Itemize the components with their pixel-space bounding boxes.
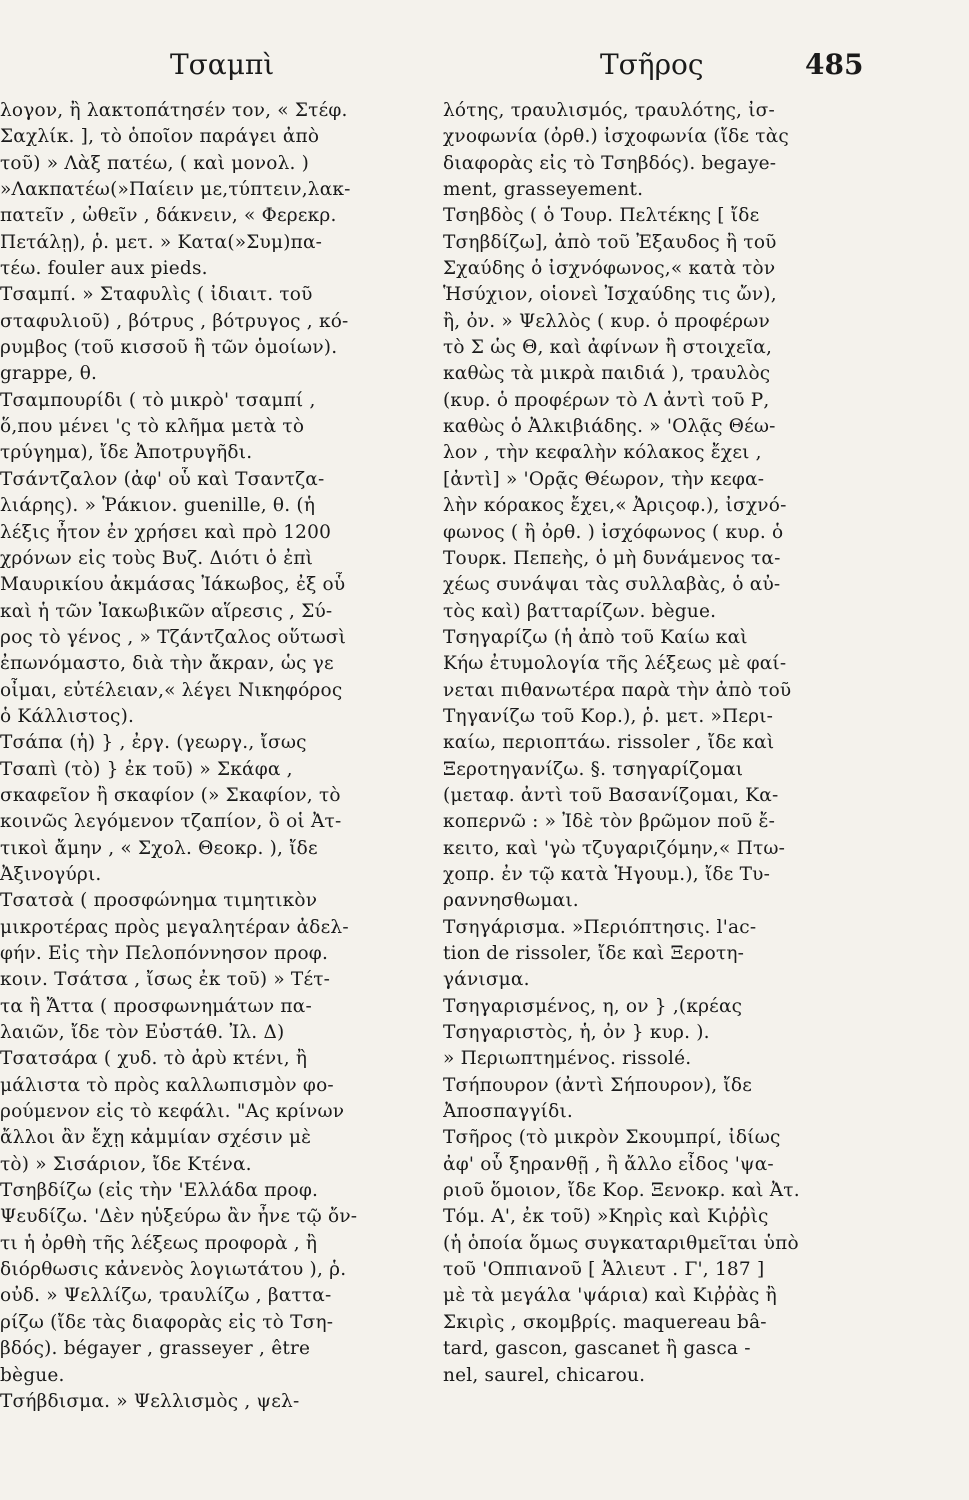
text-line: bègue. — [0, 1364, 65, 1386]
page-header — [0, 48, 969, 96]
text-line: Τσαμπουρίδι ( τὸ μικρὸ' τσαμπί , — [0, 389, 316, 411]
text-line: Ξεροτηγανίζω. §. τσηγαρίζομαι — [443, 758, 744, 780]
text-line: ρούμενον εἰς τὸ κεφάλι. "Ας κρίνων — [0, 1101, 345, 1123]
text-line: (μεταφ. ἀντὶ τοῦ Βασανίζομαι, Κα- — [443, 784, 779, 806]
right-running-headword: Τσῆρος — [600, 48, 704, 81]
text-line: χέως συνάψαι τὰς συλλαβὰς, ὁ αὐ- — [443, 574, 781, 596]
text-line: grappe, θ. — [0, 363, 98, 385]
text-line: καθὼς ὁ Ἀλκιβιάδης. » 'Ολᾷς Θέω- — [443, 416, 776, 438]
text-line: ρυμβος (τοῦ κισσοῦ ἢ τῶν ὁμοίων). — [0, 337, 338, 359]
text-line: Τηγανίζω τοῦ Κορ.), ῥ. μετ. »Περι- — [443, 705, 774, 727]
text-line: καθὼς τὰ μικρὰ παιδιά ), τραυλὸς — [443, 363, 771, 385]
text-line: γάνισμα. — [443, 969, 530, 991]
text-line: ἄλλοι ἂν ἔχῃ κἀμμίαν σχέσιν μὲ — [0, 1127, 312, 1149]
text-line: χνοφωνία (ὀρθ.) ἰσχοφωνία (ἴδε τὰς — [443, 126, 789, 148]
text-line: Ἡσύχιον, οἱονεὶ Ἰσχαύδης τις ὤν), — [443, 284, 777, 306]
text-line: ment, grasseyement. — [443, 179, 644, 201]
text-line: λὴν κόρακος ἔχει,« Ἀριςοφ.), ἰσχνό- — [443, 495, 787, 517]
text-line: Τσατσάρα ( χυδ. τὸ ἀρὺ κτένι, ἢ — [0, 1048, 308, 1070]
text-line: Τσηγαρίζω (ἡ ἀπὸ τοῦ Καίω καὶ — [443, 626, 748, 648]
text-line: διαφορὰς εἰς τὸ Τσηβδός). begaye- — [443, 152, 777, 174]
text-line: τέω. fouler aux pieds. — [0, 258, 208, 280]
text-line: ρος τὸ γένος , » Τζάντζαλος οὕτωσὶ — [0, 626, 347, 648]
text-line: Σαχλίκ. ], τὸ ὁποῖον παράγει ἀπὸ — [0, 126, 320, 148]
text-line: Ψευδίζω. 'Δὲν ηὑξεύρω ἂν ἦνε τῷ ὄν- — [0, 1206, 358, 1228]
text-line: Πετάλῃ), ῥ. μετ. » Κατα(»Συμ)πα- — [0, 231, 323, 253]
text-line: τὸ) » Σισάριον, ἴδε Κτένα. — [0, 1153, 252, 1175]
text-line: » Περιωπτημένος. rissolé. — [443, 1048, 692, 1070]
text-line: χοπρ. ἐν τῷ κατὰ Ἡγουμ.), ἴδε Τυ- — [443, 863, 771, 885]
text-line: νεται πιθανωτέρα παρὰ τὴν ἀπὸ τοῦ — [443, 679, 792, 701]
text-line: τι ἡ ὀρθὴ τῆς λέξεως προφορὰ , ἢ — [0, 1232, 318, 1254]
text-line: σταφυλιοῦ) , βότρυς , βότρυγος , κό- — [0, 310, 349, 332]
text-line: λέξις ἦτον ἐν χρήσει καὶ πρὸ 1200 — [0, 521, 332, 543]
text-line: ἢ, ὀν. » Ψελλὸς ( κυρ. ὁ προφέρων — [443, 310, 770, 332]
text-line: Τσάπα (ἡ) } , ἐργ. (γεωργ., ἴσως — [0, 732, 307, 754]
text-line: βδός). bégayer , grasseyer , être — [0, 1338, 311, 1360]
text-line: (ἡ ὁποία ὅμως συγκαταριθμεῖται ὑπὸ — [443, 1232, 799, 1254]
text-line: καὶ ἡ τῶν Ἰακωβικῶν αἵρεσις , Σύ- — [0, 600, 333, 622]
text-line: Κήω ἐτυμολογία τῆς λέξεως μὲ φαί- — [443, 653, 787, 675]
text-line: ραννησθωμαι. — [443, 890, 579, 912]
left-column — [0, 98, 385, 1415]
text-line: φήν. Εἰς τὴν Πελοπόννησον προφ. — [0, 943, 329, 964]
text-line: μάλιστα τὸ πρὸς καλλωπισμὸν φο- — [0, 1074, 334, 1096]
text-line: κοινῶς λεγόμενον τζαπίον, ὃ οἱ Ἀτ- — [0, 811, 342, 833]
text-line: Σκιρὶς , σκομβρίς. maquereau bâ- — [443, 1311, 767, 1333]
text-line: μικροτέρας πρὸς μεγαλητέραν ἀδελ- — [0, 916, 349, 938]
text-line: Τσηβδίζω], ἀπὸ τοῦ Ἐξαυδος ἢ τοῦ — [443, 231, 777, 253]
text-line: Τσάντζαλον (ἀφ' οὗ καὶ Τσαντζα- — [0, 468, 325, 490]
text-line: λαιῶν, ἴδε τὸν Εὐστάθ. Ἰλ. Δ) — [0, 1022, 285, 1044]
text-line: Τσατσὰ ( προσφώνημα τιμητικὸν — [0, 890, 318, 912]
text-line: (κυρ. ὁ προφέρων τὸ Λ ἀντὶ τοῦ Ρ, — [443, 389, 770, 411]
text-line: τὸς καὶ) βατταρίζων. bègue. — [443, 600, 717, 622]
text-line: χρόνων εἰς τοὺς Βυζ. Διότι ὁ ἐπὶ — [0, 547, 314, 569]
text-line: Τουρκ. Πεπεὴς, ὁ μὴ δυνάμενος τα- — [443, 547, 781, 569]
text-line: πατεῖν , ὠθεῖν , δάκνειν, « Φερεκρ. — [0, 205, 337, 227]
text-line: λον , τὴν κεφαλὴν κόλακος ἔχει , — [443, 442, 762, 464]
text-line: τρύγημα), ἴδε Ἀποτρυγῆδι. — [0, 442, 253, 464]
left-running-headword: Τσαμπὶ — [170, 48, 275, 81]
text-line: Τσῆρος (τὸ μικρὸν Σκουμπρί, ἰδίως — [443, 1127, 781, 1149]
text-line: Τσήβδισμα. » Ψελλισμὸς , ψελ- — [0, 1390, 300, 1412]
text-line: ἀφ' οὗ ξηρανθῇ , ἢ ἄλλο εἶδος 'ψα- — [443, 1153, 774, 1175]
text-line: ὅ,που μένει 'ς τὸ κλῆμα μετὰ τὸ — [0, 416, 305, 438]
text-line: τικοὶ ἄμην , « Σχολ. Θεοκρ. ), ἴδε — [0, 837, 318, 859]
text-line: Μαυρικίου ἀκμάσας Ἰάκωβος, ἐξ οὗ — [0, 574, 346, 596]
text-line: »Λακπατέω(»Παίειν με,τύπτειν,λακ- — [0, 179, 351, 201]
text-line: φωνος ( ἢ ὀρθ. ) ἰσχόφωνος ( κυρ. ὁ — [443, 521, 784, 543]
text-line: λιάρης). » Ῥάκιον. guenille, θ. (ἡ — [0, 495, 316, 517]
text-line: Τσαπὶ (τὸ) } ἐκ τοῦ) » Σκάφα , — [0, 758, 293, 780]
text-line: Τσηγάρισμα. »Περιόπτησις. l'ac- — [443, 916, 757, 938]
text-line: κοιν. Τσάτσα , ἴσως ἐκ τοῦ) » Τέτ- — [0, 969, 331, 991]
text-line: λογον, ἢ λακτοπάτησέν τον, « Στέφ. — [0, 100, 348, 121]
text-line: Τόμ. Α', ἐκ τοῦ) »Κηρὶς καὶ Κιῤῥὶς — [443, 1206, 769, 1228]
text-line: Τσηβδίζω (εἰς τὴν 'Ελλάδα προφ. — [0, 1180, 319, 1202]
text-line: σκαφεῖον ἢ σκαφίον (» Σκαφίον, τὸ — [0, 784, 341, 806]
text-line: κοπερνῶ : » Ἰδὲ τὸν βρῶμον ποῦ ἔ- — [443, 811, 776, 833]
text-line: Σχαύδης ὁ ἰσχνόφωνος,« κατὰ τὸν — [443, 258, 776, 280]
text-line: ὁ Κάλλιστος). — [0, 705, 135, 727]
text-line: διόρθωσις κἀνενὸς λογιωτάτου ), ῥ. — [0, 1259, 347, 1281]
text-line: Ἀποσπαγγίδι. — [443, 1101, 573, 1123]
text-line: οὐδ. » Ψελλίζω, τραυλίζω , βαττα- — [0, 1285, 332, 1307]
text-line: καίω, περιοπτάω. rissoler , ἴδε καὶ — [443, 732, 775, 754]
text-line: tion de rissoler, ἴδε καὶ Ξεροτη- — [443, 943, 745, 964]
text-line: Ἀξινογύρι. — [0, 863, 102, 885]
text-line: ρίζω (ἴδε τὰς διαφορὰς εἰς τὸ Τση- — [0, 1311, 334, 1333]
text-line: [ἀντὶ] » 'Ορᾷς Θέωρον, τὴν κεφα- — [443, 468, 765, 490]
text-line: Τσηγαρισμένος, η, ον } ,(κρέας — [443, 995, 743, 1017]
text-line: nel, saurel, chicarou. — [443, 1364, 646, 1386]
text-line: λότης, τραυλισμός, τραυλότης, ἰσ- — [443, 100, 775, 121]
text-line: ἐπωνόμαστο, διὰ τὴν ἄκραν, ὡς γε — [0, 653, 334, 675]
text-line: ριοῦ ὅμοιον, ἴδε Κορ. Ξενοκρ. καὶ Ἀτ. — [443, 1180, 800, 1202]
page-number: 485 — [805, 48, 864, 81]
text-line: tard, gascon, gascanet ἢ gasca - — [443, 1338, 751, 1360]
text-line: μὲ τὰ μεγάλα 'ψάρια) καὶ Κιῤῥὰς ἢ — [443, 1285, 777, 1307]
text-line: Τσαμπί. » Σταφυλὶς ( ἰδιαιτ. τοῦ — [0, 284, 313, 306]
text-line: κειτο, καὶ 'γὼ τζυγαριζόμην,« Πτω- — [443, 837, 786, 859]
text-line: τὸ Σ ὡς Θ, καὶ ἀφίνων ἢ στοιχεῖα, — [443, 337, 773, 359]
text-line: οἶμαι, εὐτέλειαν,« λέγει Νικηφόρος — [0, 679, 343, 701]
text-line: Τσηγαριστὸς, ἡ, ὀν } κυρ. ). — [443, 1022, 710, 1044]
text-line: Τσήπουρον (ἀντὶ Σήπουρον), ἴδε — [443, 1074, 752, 1096]
text-line: τα ἢ Ἄττα ( προσφωνημάτων πα- — [0, 995, 312, 1017]
text-line: Τσηβδὸς ( ὁ Τουρ. Πελτέκης [ ἴδε — [443, 205, 760, 227]
right-column — [443, 98, 835, 1389]
text-line: τοῦ 'Οππιανοῦ [ Ἁλιευτ . Γ', 187 ] — [443, 1259, 765, 1281]
text-line: τοῦ) » Λὰξ πατέω, ( καὶ μονολ. ) — [0, 152, 310, 174]
